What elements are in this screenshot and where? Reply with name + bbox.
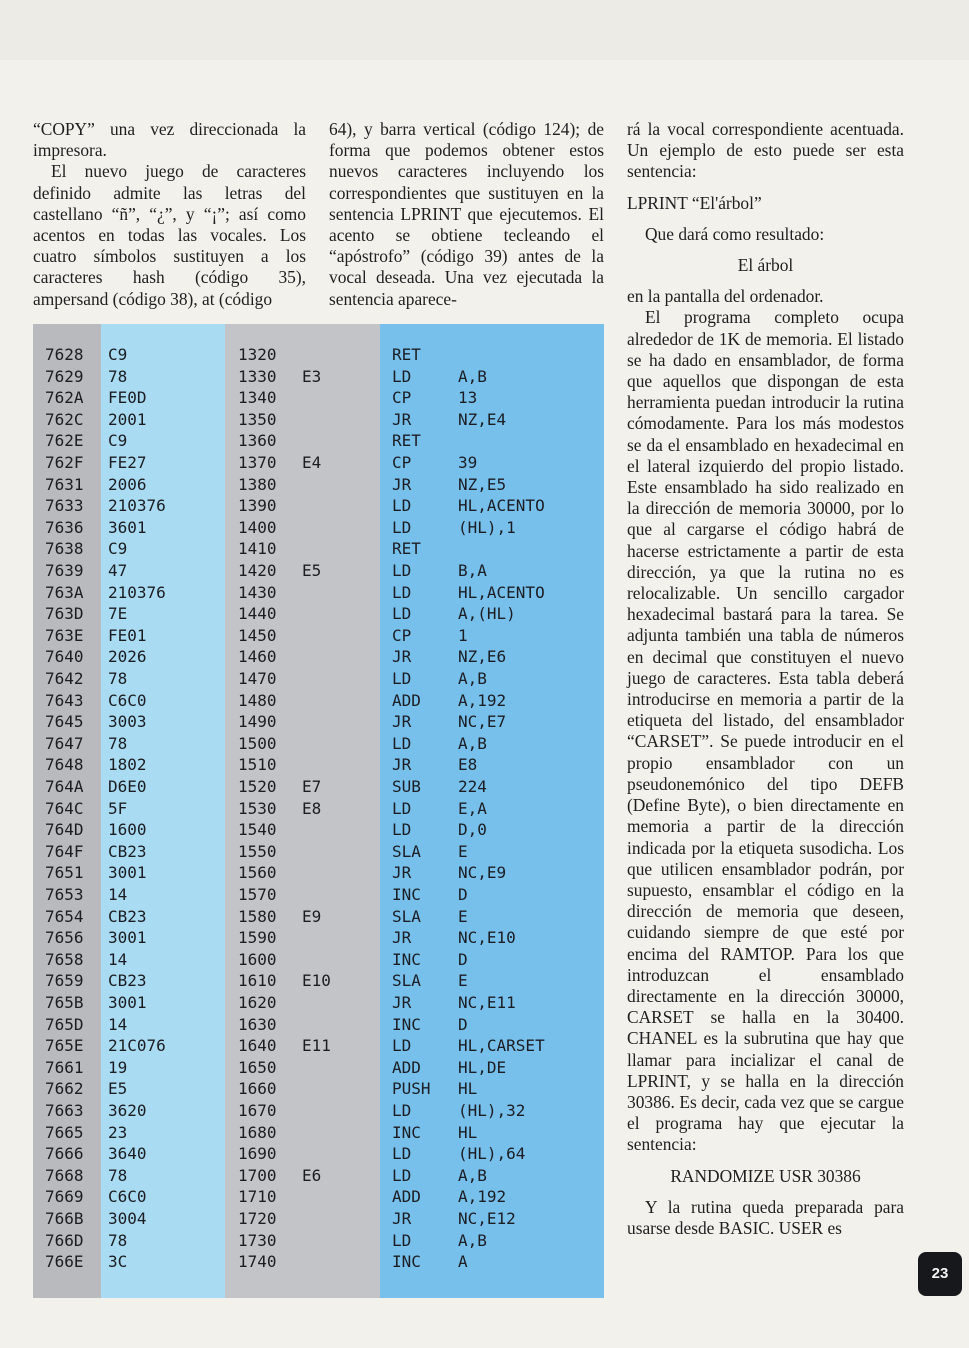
listing-mnemonic: SLA [392,971,421,991]
listing-row [33,430,604,452]
listing-mnemonic: INC [392,1252,421,1272]
listing-address: 764D [45,820,84,840]
listing-line-number: 1320 [238,345,277,364]
paragraph: Y la rutina queda preparada para usarse desde BASIC. USER es [627,1196,904,1238]
listing-address: 766E [45,1252,84,1272]
listing-label: E10 [302,971,331,991]
listing-mnemonic: LD [392,1144,412,1164]
listing-hex: 14 [108,1014,128,1034]
listing-hex: 19 [108,1057,128,1077]
listing-line-number: 1730 [238,1230,277,1250]
listing-mnemonic: PUSH [392,1079,431,1099]
listing-mnemonic: INC [392,885,421,904]
listing-hex: 21C076 [108,1036,166,1056]
listing-operand: A,192 [458,690,507,710]
code-example: LPRINT “El'árbol” [627,192,762,213]
listing-mnemonic: RET [392,431,421,451]
listing-row [33,1122,604,1144]
listing-line-number: 1420 [238,561,277,580]
listing-operand: HL,ACENTO [458,496,545,516]
listing-operand: 1 [458,625,468,645]
listing-row [33,992,604,1014]
text-column-1 [33,119,306,310]
listing-hex: CB23 [108,841,147,861]
listing-hex: 210376 [108,582,166,602]
listing-line-number: 1390 [238,496,277,516]
listing-label: E6 [302,1165,322,1185]
listing-hex: 2001 [108,409,147,429]
listing-row [33,1230,604,1252]
listing-hex: E5 [108,1079,128,1099]
listing-row [33,906,604,928]
listing-address: 765E [45,1036,84,1056]
page-number-badge: 23 [918,1252,962,1296]
listing-operand: 13 [458,388,478,408]
paragraph: “COPY” una vez direccionada la impresora. [33,119,306,161]
listing-mnemonic: JR [392,1209,412,1228]
listing-operand: HL [458,1079,478,1099]
listing-line-number: 1700 [238,1165,277,1185]
listing-hex: 78 [108,1230,128,1250]
listing-mnemonic: LD [392,496,412,516]
listing-operand: A,B [458,1230,487,1250]
listing-mnemonic: LD [392,1230,412,1250]
listing-row [33,776,604,798]
listing-address: 7659 [45,971,84,991]
listing-operand: E8 [458,755,478,775]
listing-hex: 3C [108,1252,128,1272]
listing-address: 7658 [45,949,84,969]
listing-address: 7642 [45,669,84,688]
listing-hex: 3620 [108,1101,147,1120]
listing-mnemonic: LD [392,798,412,818]
listing-address: 7633 [45,496,84,516]
listing-mnemonic: JR [392,863,412,883]
listing-line-number: 1500 [238,733,277,753]
listing-mnemonic: LD [392,733,412,753]
listing-address: 7665 [45,1122,84,1142]
listing-operand: E [458,841,468,861]
listing-operand: NC,E12 [458,1209,516,1228]
listing-mnemonic: LD [392,1036,412,1056]
listing-row [33,733,604,755]
listing-hex: C9 [108,431,128,451]
listing-line-number: 1360 [238,431,277,451]
listing-line-number: 1520 [238,777,277,796]
listing-mnemonic: JR [392,928,412,948]
listing-mnemonic: CP [392,388,412,408]
listing-operand: E [458,971,468,991]
listing-line-number: 1440 [238,604,277,624]
listing-line-number: 1650 [238,1057,277,1077]
listing-row [33,474,604,496]
listing-row [33,387,604,409]
listing-row [33,862,604,884]
listing-address: 7651 [45,863,84,883]
paragraph: El programa completo ocupa alrededor de 1K de memoria. El listado se ha dado en ensamblador, de forma que aquellos que dispongan de esta herramienta puedan introducir la rutina cómodamente. Para los más modestos se da el ensamblado en hexadecimal en el lateral izquierdo del propio listado. Este ensamblado ha sido realizado en la dirección de memoria 30000, por lo que al cargarse el código habrá de hacerse estrictamente a partir de esta dirección, ya que la rutina no es relocalizable. Un sencillo cargador hexadecimal bastará para la tarea. Se adjunta también una tabla de números en decimal que constituyen el nuevo juego de caracteres. Esta tabla deberá introducirse en memoria a partir de la etiqueta del listado, del ensamblador “CARSET”. Se puede introducir en el propio ensamblador con un pseudonemónico del tipo DEFB (Define Byte), o bien directamente en memoria a partir de la dirección indicada por la etiqueta susodicha. Los que utilicen ensamblador podrán, por supuesto, ensamblar el código en la dirección de memoria que deseen, cuidando siempre de que esté por encima del RAMTOP. Para los que introduzcan el ensamblado directamente en la dirección 30000, CARSET se halla en la 30400. CHANEL es la subrutina que hay que llamar para incializar el canal de LPRINT, y se halla en la dirección 30386. Es decir, cada vez que se cargue el programa hay que ejecutar la sentencia: [627,307,904,1155]
listing-operand: 224 [458,777,487,796]
listing-line-number: 1340 [238,388,277,408]
code-example: RANDOMIZE USR 30386 [670,1165,861,1186]
listing-row [33,1143,604,1165]
listing-line-number: 1570 [238,885,277,904]
listing-line-number: 1680 [238,1122,277,1142]
listing-row [33,646,604,668]
listing-label: E4 [302,453,322,472]
listing-operand: E [458,906,468,926]
listing-line-number: 1330 [238,366,277,386]
assembler-listing [33,324,604,1298]
listing-operand: A,B [458,733,487,753]
listing-line-number: 1410 [238,539,277,559]
listing-address: 762C [45,409,84,429]
listing-row [33,366,604,388]
listing-hex: 47 [108,561,128,580]
listing-address: 763D [45,604,84,624]
listing-hex: FE01 [108,625,147,645]
listing-row [33,409,604,431]
listing-row [33,1186,604,1208]
result-example: El árbol [737,255,794,276]
listing-row [33,344,604,366]
listing-address: 7639 [45,561,84,580]
listing-address: 7640 [45,647,84,667]
listing-address: 762E [45,431,84,451]
listing-row [33,668,604,690]
listing-operand: D [458,1014,468,1034]
listing-row [33,603,604,625]
listing-operand: NZ,E5 [458,474,507,494]
listing-operand: A [458,1252,468,1272]
listing-hex: 23 [108,1122,128,1142]
listing-row [33,517,604,539]
listing-address: 7636 [45,517,84,537]
listing-mnemonic: LD [392,1165,412,1185]
paragraph: rá la vocal correspondiente acentuada. Un ejemplo de esto puede ser esta sentencia: [627,119,904,182]
listing-line-number: 1510 [238,755,277,775]
listing-operand: A,B [458,1165,487,1185]
listing-address: 7638 [45,539,84,559]
listing-mnemonic: CP [392,453,412,472]
listing-mnemonic: RET [392,539,421,559]
listing-operand: HL,ACENTO [458,582,545,602]
listing-row [33,1165,604,1187]
listing-operand: A,B [458,669,487,688]
listing-address: 7629 [45,366,84,386]
listing-mnemonic: LD [392,517,412,537]
listing-line-number: 1490 [238,712,277,732]
listing-mnemonic: LD [392,669,412,688]
listing-address: 7643 [45,690,84,710]
listing-row [33,970,604,992]
listing-hex: 78 [108,669,128,688]
listing-row [33,1014,604,1036]
listing-row [33,1251,604,1273]
listing-address: 7654 [45,906,84,926]
listing-operand: NZ,E4 [458,409,507,429]
listing-hex: 7E [108,604,128,624]
listing-address: 7653 [45,885,84,904]
listing-operand: (HL),1 [458,517,516,537]
listing-line-number: 1350 [238,409,277,429]
listing-mnemonic: LD [392,366,412,386]
listing-operand: 39 [458,453,478,472]
listing-label: E9 [302,906,322,926]
listing-line-number: 1600 [238,949,277,969]
listing-line-number: 1550 [238,841,277,861]
listing-hex: C6C0 [108,1187,147,1207]
listing-line-number: 1400 [238,517,277,537]
listing-line-number: 1430 [238,582,277,602]
listing-address: 7628 [45,345,84,364]
listing-row [33,1057,604,1079]
listing-operand: HL,DE [458,1057,507,1077]
listing-label: E8 [302,798,322,818]
listing-mnemonic: INC [392,949,421,969]
listing-line-number: 1610 [238,971,277,991]
listing-hex: 78 [108,366,128,386]
listing-address: 7648 [45,755,84,775]
listing-operand: A,(HL) [458,604,516,624]
listing-address: 7661 [45,1057,84,1077]
listing-address: 765B [45,993,84,1012]
listing-hex: 5F [108,798,128,818]
listing-operand: A,B [458,366,487,386]
listing-label: E11 [302,1036,331,1056]
listing-mnemonic: SLA [392,841,421,861]
listing-line-number: 1660 [238,1079,277,1099]
listing-operand: NC,E11 [458,993,516,1012]
listing-line-number: 1560 [238,863,277,883]
listing-hex: 3003 [108,712,147,732]
listing-operand: NZ,E6 [458,647,507,667]
listing-hex: 2006 [108,474,147,494]
listing-row [33,1208,604,1230]
listing-mnemonic: ADD [392,1187,421,1207]
listing-operand: HL,CARSET [458,1036,545,1056]
text-column-2 [329,119,604,310]
listing-row [33,1078,604,1100]
listing-row [33,1100,604,1122]
listing-operand: B,A [458,561,487,580]
listing-hex: 3001 [108,928,147,948]
listing-address: 763A [45,582,84,602]
listing-mnemonic: LD [392,820,412,840]
listing-line-number: 1720 [238,1209,277,1228]
text-column-3 [627,119,904,1239]
listing-hex: 1600 [108,820,147,840]
listing-hex: 3601 [108,517,147,537]
listing-line-number: 1710 [238,1187,277,1207]
listing-operand: A,192 [458,1187,507,1207]
listing-operand: (HL),32 [458,1101,526,1120]
listing-mnemonic: JR [392,712,412,732]
listing-row [33,495,604,517]
listing-operand: D [458,949,468,969]
listing-mnemonic: SLA [392,906,421,926]
listing-hex: 3001 [108,863,147,883]
listing-hex: 210376 [108,496,166,516]
listing-address: 766B [45,1209,84,1228]
listing-operand: NC,E10 [458,928,516,948]
listing-operand: D [458,885,468,904]
listing-hex: C9 [108,539,128,559]
listing-mnemonic: JR [392,755,412,775]
listing-row [33,754,604,776]
listing-hex: CB23 [108,906,147,926]
listing-row [33,538,604,560]
listing-address: 7656 [45,928,84,948]
listing-address: 7631 [45,474,84,494]
listing-row [33,560,604,582]
listing-line-number: 1640 [238,1036,277,1056]
listing-operand: NC,E9 [458,863,507,883]
listing-address: 7666 [45,1144,84,1164]
listing-line-number: 1580 [238,906,277,926]
listing-hex: 78 [108,733,128,753]
listing-address: 764A [45,777,84,796]
listing-hex: 3640 [108,1144,147,1164]
listing-address: 7647 [45,733,84,753]
listing-line-number: 1370 [238,453,277,472]
listing-line-number: 1530 [238,798,277,818]
listing-operand: NC,E7 [458,712,507,732]
listing-operand: HL [458,1122,478,1142]
listing-address: 7663 [45,1101,84,1120]
listing-row [33,625,604,647]
listing-hex: CB23 [108,971,147,991]
listing-mnemonic: ADD [392,1057,421,1077]
listing-line-number: 1590 [238,928,277,948]
listing-mnemonic: INC [392,1014,421,1034]
listing-line-number: 1620 [238,993,277,1012]
listing-mnemonic: RET [392,345,421,364]
listing-line-number: 1450 [238,625,277,645]
listing-mnemonic: LD [392,604,412,624]
listing-row [33,690,604,712]
listing-mnemonic: LD [392,582,412,602]
paragraph: en la pantalla del ordenador. [627,286,824,307]
listing-mnemonic: INC [392,1122,421,1142]
listing-label: E3 [302,366,322,386]
listing-row [33,949,604,971]
listing-address: 764C [45,798,84,818]
listing-operand: D,0 [458,820,487,840]
listing-address: 766D [45,1230,84,1250]
listing-hex: 3001 [108,993,147,1012]
listing-line-number: 1670 [238,1101,277,1120]
listing-row [33,927,604,949]
listing-hex: 3004 [108,1209,147,1228]
listing-hex: C9 [108,345,128,364]
listing-address: 7645 [45,712,84,732]
listing-row [33,841,604,863]
listing-address: 765D [45,1014,84,1034]
listing-hex: 14 [108,949,128,969]
listing-hex: 78 [108,1165,128,1185]
listing-hex: 2026 [108,647,147,667]
listing-hex: 1802 [108,755,147,775]
listing-mnemonic: LD [392,561,412,580]
listing-mnemonic: CP [392,625,412,645]
listing-line-number: 1480 [238,690,277,710]
listing-mnemonic: LD [392,1101,412,1120]
listing-mnemonic: JR [392,993,412,1012]
listing-address: 762A [45,388,84,408]
listing-address: 7668 [45,1165,84,1185]
listing-line-number: 1690 [238,1144,277,1164]
listing-line-number: 1380 [238,474,277,494]
listing-row [33,452,604,474]
page-top-margin [0,0,969,60]
listing-mnemonic: JR [392,647,412,667]
listing-hex: D6E0 [108,777,147,796]
listing-line-number: 1460 [238,647,277,667]
listing-row [33,711,604,733]
listing-address: 763E [45,625,84,645]
listing-hex: FE27 [108,453,147,472]
listing-line-number: 1470 [238,669,277,688]
listing-hex: FE0D [108,388,147,408]
paragraph: 64), y barra vertical (código 124); de forma que podemos obtener estos nuevos caracteres incluyendo los correspondientes que sustituyen en la sentencia LPRINT que ejecutemos. El acento se obtiene tecleando el “apóstrofo” (código 39) antes de la vocal deseada. Una vez ejecutada la sentencia aparece- [329,119,604,309]
listing-address: 764F [45,841,84,861]
paragraph: El nuevo juego de caracteres definido admite las letras del castellano “ñ”, “¿”, y “¡”; así como acentos en todas las vocales. Los cuatro símbolos sustituyen a los caracteres hash (código 35), ampersand (código 38), at (código [33,161,306,309]
listing-row [33,819,604,841]
listing-row [33,798,604,820]
listing-operand: E,A [458,798,487,818]
listing-label: E5 [302,561,322,580]
listing-mnemonic: JR [392,474,412,494]
listing-line-number: 1540 [238,820,277,840]
listing-row [33,582,604,604]
listing-label: E7 [302,777,322,796]
paragraph: Que dará como resultado: [645,223,825,244]
listing-line-number: 1630 [238,1014,277,1034]
listing-hex: C6C0 [108,690,147,710]
listing-address: 7669 [45,1187,84,1207]
listing-line-number: 1740 [238,1252,277,1272]
listing-address: 762F [45,453,84,472]
listing-operand: (HL),64 [458,1144,526,1164]
listing-hex: 14 [108,885,128,904]
listing-mnemonic: SUB [392,777,421,796]
listing-row [33,884,604,906]
listing-address: 7662 [45,1079,84,1099]
listing-mnemonic: ADD [392,690,421,710]
listing-row [33,1035,604,1057]
listing-mnemonic: JR [392,409,412,429]
